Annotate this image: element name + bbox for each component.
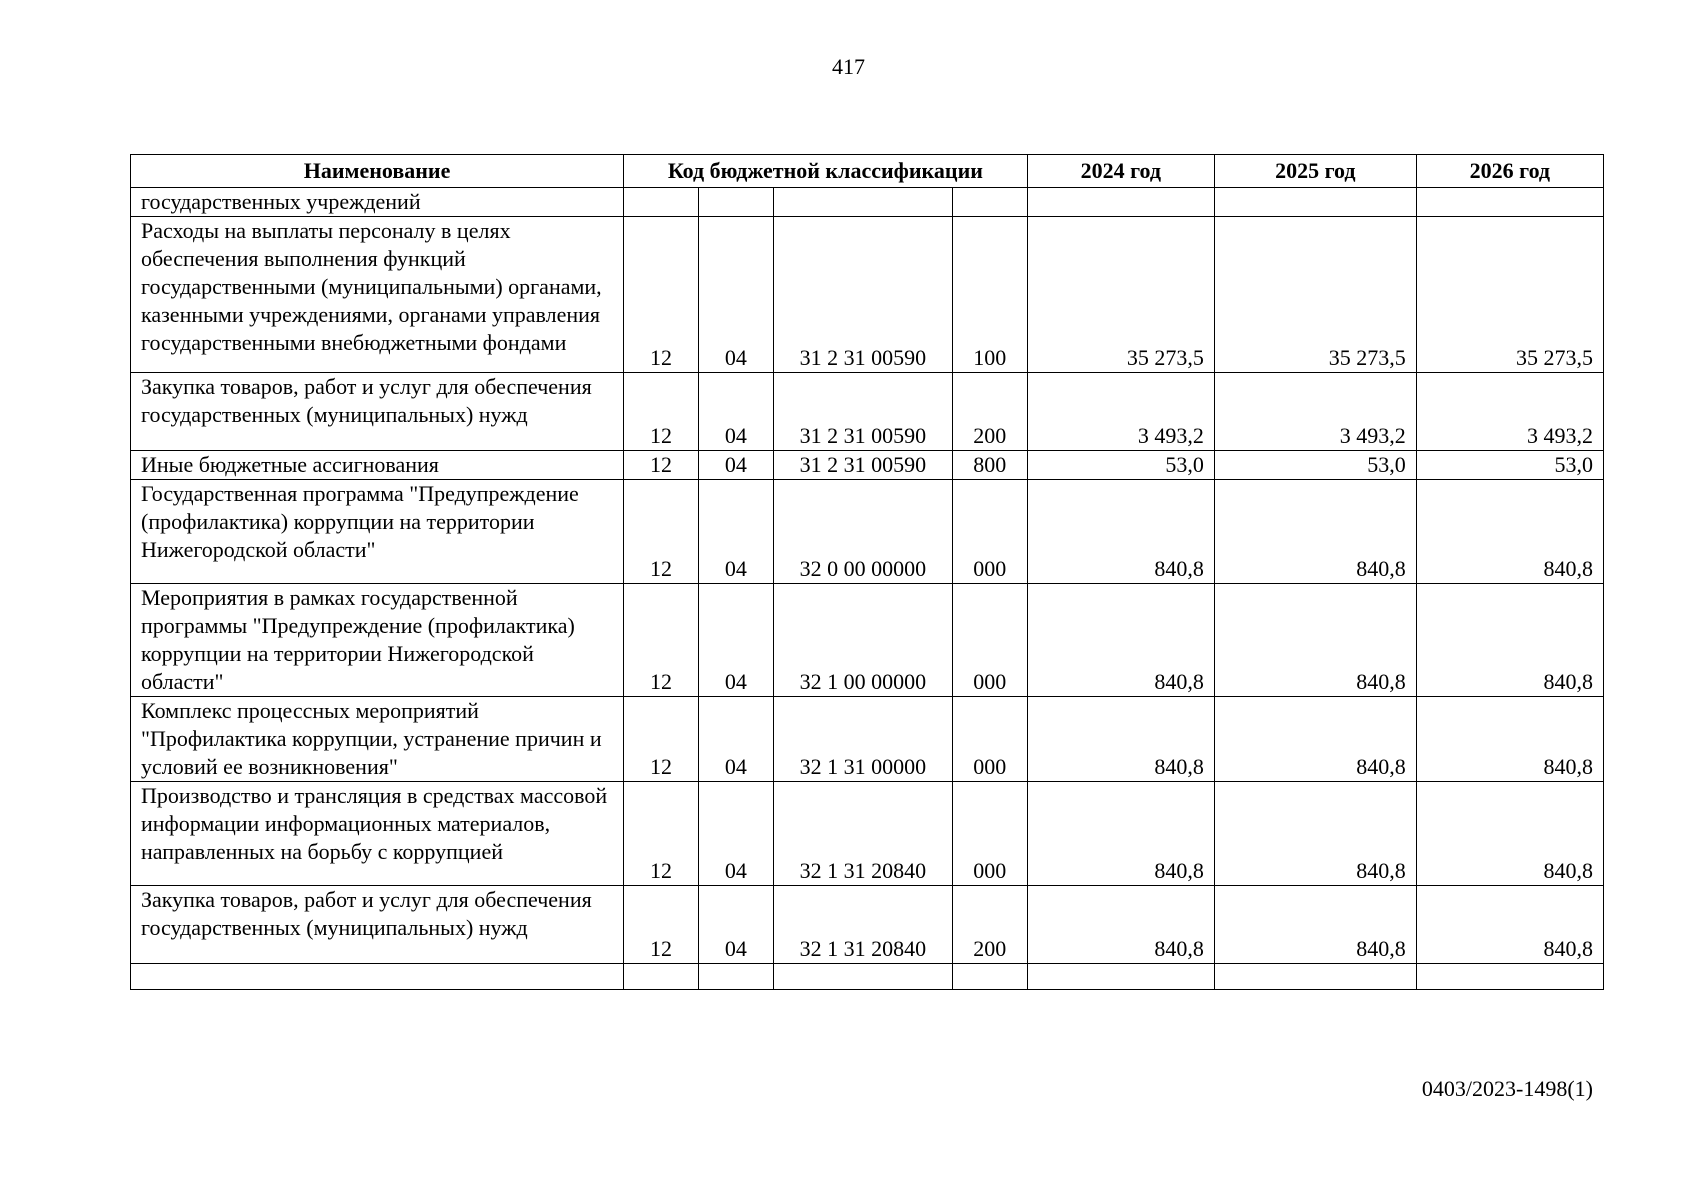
cell-2025: 3 493,2 (1214, 373, 1416, 451)
cell-2024: 840,8 (1027, 480, 1214, 584)
header-2026: 2026 год (1416, 155, 1603, 188)
cell-2026 (1416, 188, 1603, 217)
cell-2025: 53,0 (1214, 451, 1416, 480)
cell-target-article: 32 1 00 00000 (773, 584, 952, 697)
cell-2025: 840,8 (1214, 886, 1416, 964)
cell-section: 12 (624, 373, 699, 451)
cell-2025: 840,8 (1214, 584, 1416, 697)
cell-subsection (698, 188, 773, 217)
page-number: 417 (832, 54, 865, 79)
cell-2024: 840,8 (1027, 782, 1214, 886)
cell-subsection: 04 (698, 480, 773, 584)
cell-subsection (698, 964, 773, 990)
table-row (131, 451, 1604, 480)
cell-expense-type (952, 964, 1027, 990)
cell-expense-type: 200 (952, 373, 1027, 451)
cell-target-article: 31 2 31 00590 (773, 217, 952, 373)
table-body (131, 188, 1604, 990)
cell-2025: 840,8 (1214, 480, 1416, 584)
cell-name (131, 964, 624, 990)
cell-name: Иные бюджетные ассигнования (131, 451, 624, 480)
cell-2026: 840,8 (1416, 886, 1603, 964)
cell-subsection: 04 (698, 782, 773, 886)
cell-name: государственных учреждений (131, 188, 624, 217)
cell-name: Расходы на выплаты персоналу в целях обеспечения выполнения функций государственными (муниципальными) органами, казенными учреждениями, органами управления государственными внебюджетными фондами (131, 217, 624, 373)
cell-2026: 840,8 (1416, 480, 1603, 584)
cell-expense-type: 000 (952, 584, 1027, 697)
cell-name: Мероприятия в рамках государственной программы "Предупреждение (профилактика) коррупции на территории Нижегородской области" (131, 584, 624, 697)
cell-target-article: 31 2 31 00590 (773, 451, 952, 480)
cell-2024: 35 273,5 (1027, 217, 1214, 373)
cell-subsection: 04 (698, 886, 773, 964)
cell-2026: 35 273,5 (1416, 217, 1603, 373)
cell-2025: 35 273,5 (1214, 217, 1416, 373)
cell-name: Государственная программа "Предупреждение (профилактика) коррупции на территории Нижегородской области" (131, 480, 624, 584)
cell-2025 (1214, 964, 1416, 990)
cell-2024 (1027, 188, 1214, 217)
table-header-row (131, 155, 1604, 188)
cell-target-article: 32 1 31 20840 (773, 886, 952, 964)
cell-section (624, 188, 699, 217)
cell-2025: 840,8 (1214, 697, 1416, 782)
table-row (131, 964, 1604, 990)
cell-subsection: 04 (698, 217, 773, 373)
cell-target-article: 31 2 31 00590 (773, 373, 952, 451)
cell-name: Производство и трансляция в средствах массовой информации информационных материалов, направленных на борьбу с коррупцией (131, 782, 624, 886)
header-2024: 2024 год (1027, 155, 1214, 188)
cell-2026: 53,0 (1416, 451, 1603, 480)
cell-2025 (1214, 188, 1416, 217)
cell-2026: 840,8 (1416, 782, 1603, 886)
document-code: 0403/2023-1498(1) (1421, 1076, 1593, 1101)
cell-section: 12 (624, 584, 699, 697)
cell-target-article (773, 188, 952, 217)
cell-2024: 840,8 (1027, 697, 1214, 782)
cell-target-article (773, 964, 952, 990)
table-row (131, 217, 1604, 373)
cell-expense-type: 200 (952, 886, 1027, 964)
cell-expense-type: 800 (952, 451, 1027, 480)
cell-section: 12 (624, 782, 699, 886)
cell-subsection: 04 (698, 451, 773, 480)
table-row (131, 697, 1604, 782)
cell-name: Комплекс процессных мероприятий "Профилактика коррупции, устранение причин и условий ее возникновения" (131, 697, 624, 782)
cell-2024: 3 493,2 (1027, 373, 1214, 451)
header-code: Код бюджетной классификации (624, 155, 1028, 188)
cell-section: 12 (624, 697, 699, 782)
header-name: Наименование (131, 155, 624, 188)
cell-target-article: 32 1 31 00000 (773, 697, 952, 782)
table-row (131, 886, 1604, 964)
cell-subsection: 04 (698, 697, 773, 782)
cell-expense-type (952, 188, 1027, 217)
table-row (131, 373, 1604, 451)
cell-name: Закупка товаров, работ и услуг для обеспечения государственных (муниципальных) нужд (131, 373, 624, 451)
table-row (131, 782, 1604, 886)
cell-expense-type: 000 (952, 782, 1027, 886)
cell-section: 12 (624, 886, 699, 964)
cell-subsection: 04 (698, 584, 773, 697)
budget-table (130, 154, 1604, 990)
cell-section: 12 (624, 451, 699, 480)
cell-2024: 840,8 (1027, 584, 1214, 697)
header-2025: 2025 год (1214, 155, 1416, 188)
cell-section (624, 964, 699, 990)
cell-section: 12 (624, 217, 699, 373)
cell-target-article: 32 1 31 20840 (773, 782, 952, 886)
cell-name: Закупка товаров, работ и услуг для обеспечения государственных (муниципальных) нужд (131, 886, 624, 964)
cell-expense-type: 000 (952, 697, 1027, 782)
table-row (131, 584, 1604, 697)
cell-2025: 840,8 (1214, 782, 1416, 886)
cell-subsection: 04 (698, 373, 773, 451)
cell-expense-type: 100 (952, 217, 1027, 373)
cell-2024: 53,0 (1027, 451, 1214, 480)
cell-2026: 840,8 (1416, 584, 1603, 697)
table-row (131, 188, 1604, 217)
cell-target-article: 32 0 00 00000 (773, 480, 952, 584)
cell-2024: 840,8 (1027, 886, 1214, 964)
cell-2026: 840,8 (1416, 697, 1603, 782)
cell-expense-type: 000 (952, 480, 1027, 584)
cell-2026: 3 493,2 (1416, 373, 1603, 451)
cell-2024 (1027, 964, 1214, 990)
cell-2026 (1416, 964, 1603, 990)
cell-section: 12 (624, 480, 699, 584)
table-row (131, 480, 1604, 584)
